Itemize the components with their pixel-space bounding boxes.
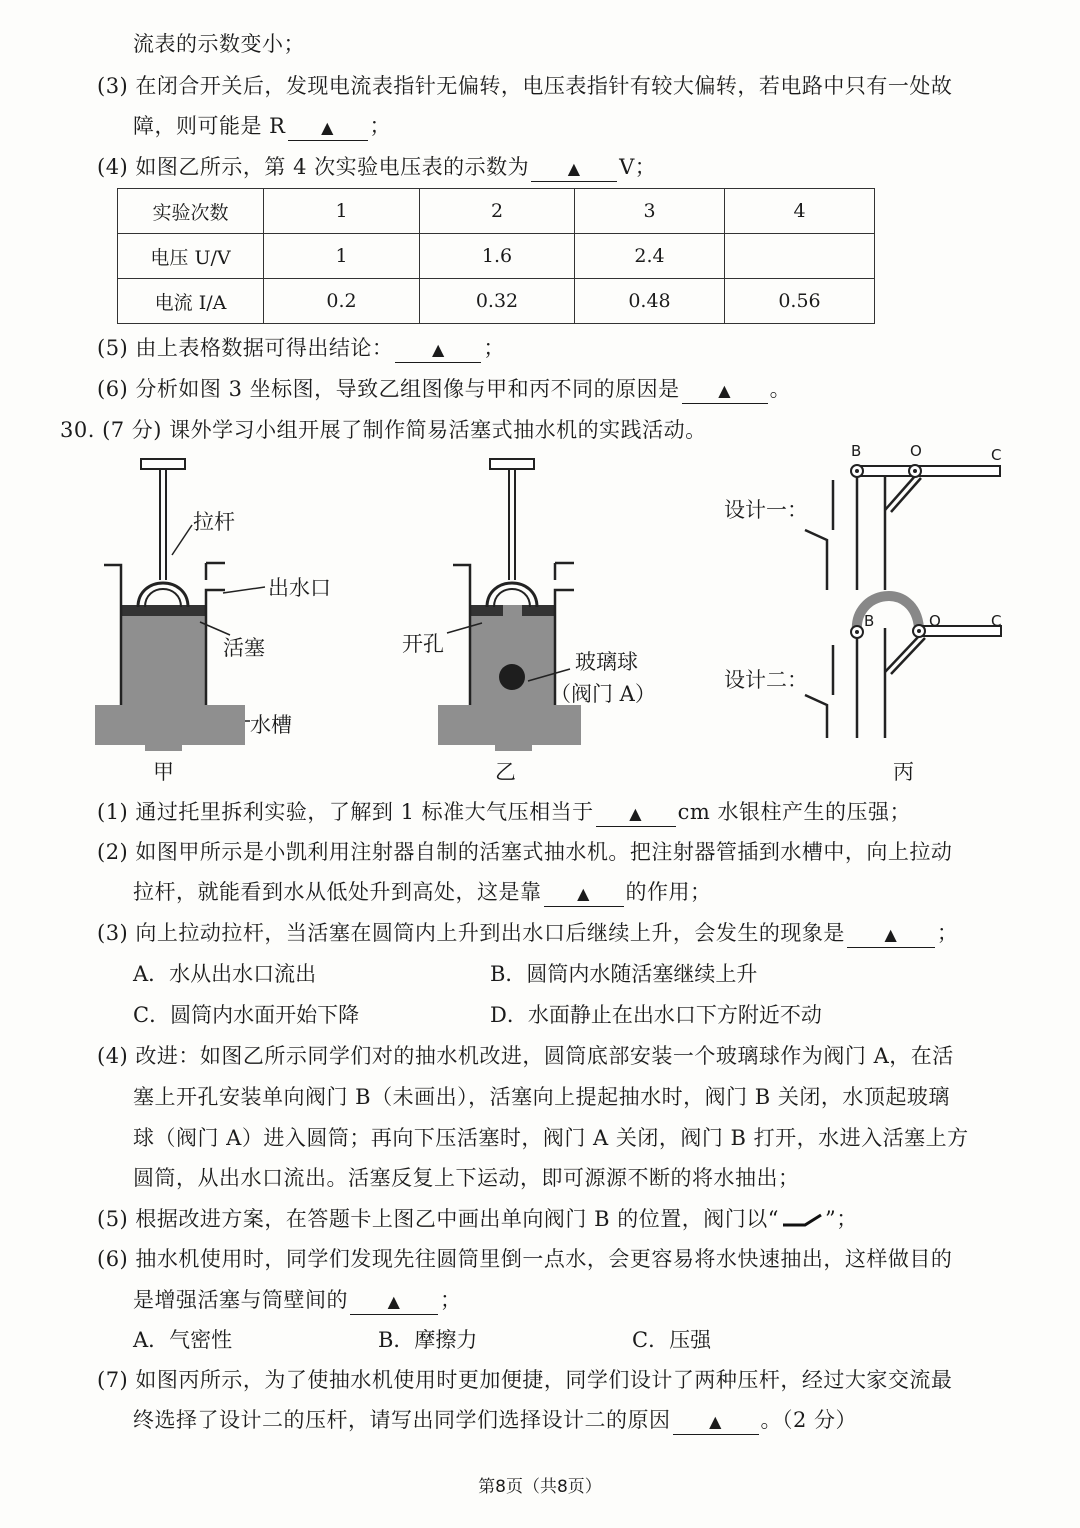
text: ；	[369, 114, 391, 138]
table-cell: 1	[264, 189, 420, 234]
label-kaikong: 开孔	[402, 632, 444, 656]
table-cell: 2	[420, 189, 575, 234]
question-3-cont	[133, 112, 391, 141]
option-3c[interactable]: C．圆筒内水面开始下降	[133, 1003, 360, 1027]
water-tank-jia	[95, 705, 245, 747]
label-b1: B	[851, 442, 862, 460]
label-o1: O	[910, 442, 922, 460]
blank-mark: ▲	[709, 1412, 722, 1431]
data-table	[117, 188, 875, 324]
text: (5) 由上表格数据可得出结论：	[97, 336, 394, 360]
table-cell: 电压 U/V	[118, 234, 264, 279]
blank-mark: ▲	[718, 381, 732, 400]
question-5	[97, 334, 505, 363]
table-cell: 4	[725, 189, 875, 234]
blank-mark: ▲	[629, 804, 643, 823]
table-cell: 1.6	[420, 234, 575, 279]
label-o2: O	[929, 612, 941, 630]
page-footer: 第8页（共8页）	[478, 1477, 602, 1497]
table-row	[118, 234, 875, 279]
text: (6) 分析如图 3 坐标图，导致乙组图像与甲和丙不同的原因是	[97, 377, 680, 401]
caption-yi: 乙	[495, 760, 516, 784]
part-4-cont: 球（阀门 A）进入圆筒；再向下压活塞时，阀门 A 关闭，阀门 B 打开，水进入活塞上方	[133, 1126, 969, 1150]
answer-blank[interactable]	[847, 921, 935, 948]
blank-mark: ▲	[432, 340, 445, 359]
part-5	[97, 1205, 858, 1233]
label-b2: B	[864, 612, 875, 630]
table-cell: 0.48	[575, 279, 725, 324]
text: (5) 根据改进方案，在答题卡上图乙中画出单向阀门 B 的位置，阀门以“	[97, 1207, 779, 1231]
table-cell: 实验次数	[118, 189, 264, 234]
answer-blank[interactable]	[682, 377, 768, 404]
label-shuicao: 水槽	[250, 713, 292, 737]
option-3a[interactable]: A．水从出水口流出	[133, 962, 317, 986]
answer-blank[interactable]	[544, 880, 624, 907]
part-6: (6) 抽水机使用时，同学们发现先往圆筒里倒一点水，会更容易将水快速抽出，这样做目的	[97, 1247, 953, 1271]
text: 拉杆，就能看到水从低处升到高处，这是靠	[133, 880, 542, 904]
answer-blank[interactable]	[288, 114, 368, 141]
part-7: (7) 如图丙所示，为了使抽水机使用时更加便捷，同学们设计了两种压杆，经过大家交流最	[97, 1368, 953, 1392]
caption-jia: 甲	[153, 760, 174, 784]
text: ；	[936, 921, 959, 945]
part-4: (4) 改进：如图乙所示同学们对的抽水机改进，圆筒底部安装一个玻璃球作为阀门 A，在活	[97, 1044, 954, 1068]
text: (4) 如图乙所示，第 4 次实验电压表的示数为	[97, 155, 530, 179]
part-7-cont	[133, 1406, 857, 1435]
table-cell: 3	[575, 189, 725, 234]
text: 。（2 分）	[760, 1408, 858, 1432]
text: (3) 向上拉动拉杆，当活塞在圆筒内上升到出水口后继续上升，会发生的现象是	[97, 921, 845, 945]
table-cell: 0.32	[420, 279, 575, 324]
answer-blank[interactable]	[531, 155, 617, 182]
text: 是增强活塞与筒壁间的	[133, 1288, 348, 1312]
blank-mark: ▲	[567, 159, 581, 178]
part-4-cont: 圆筒，从出水口流出。活塞反复上下运动，即可源源不断的将水抽出；	[133, 1166, 800, 1190]
question-6	[97, 375, 791, 404]
text: cm 水银柱产生的压强；	[677, 800, 911, 824]
option-6a[interactable]: A．气密性	[133, 1328, 233, 1352]
table-cell: 0.56	[725, 279, 875, 324]
question-3: (3) 在闭合开关后，发现电流表指针无偏转，电压表指针有较大偏转，若电路中只有一处故	[97, 74, 953, 98]
water-tank-yi	[438, 705, 583, 747]
text: V；	[619, 155, 657, 179]
part-6-cont	[133, 1286, 462, 1315]
label-design-1: 设计一：	[724, 498, 808, 522]
option-6c[interactable]: C．压强	[632, 1328, 712, 1352]
answer-blank[interactable]	[395, 336, 481, 363]
label-boliqiu: 玻璃球	[575, 650, 638, 674]
text: ；	[440, 1288, 462, 1312]
table-row	[118, 279, 875, 324]
label-c2: C	[991, 612, 1002, 630]
text: 终选择了设计二的压杆，请写出同学们选择设计二的原因	[133, 1408, 671, 1432]
text: ”；	[824, 1207, 858, 1231]
option-3d[interactable]: D．水面静止在出水口下方附近不动	[490, 1003, 822, 1027]
blank-mark: ▲	[321, 118, 334, 137]
label-c1: C	[991, 446, 1002, 464]
blank-mark: ▲	[884, 925, 898, 944]
label-huosai: 活塞	[223, 636, 265, 660]
part-3	[97, 919, 958, 948]
figure-bing	[795, 440, 1015, 740]
text: 的作用；	[625, 880, 712, 904]
part-2: (2) 如图甲所示是小凯利用注射器自制的活塞式抽水机。把注射器管插到水槽中，向上拉动	[97, 840, 953, 864]
table-header-row	[118, 189, 875, 234]
part-2-cont	[133, 878, 712, 907]
label-design-2: 设计二：	[724, 668, 808, 692]
question-30-heading: 30. (7 分) 课外学习小组开展了制作简易活塞式抽水机的实践活动。	[60, 418, 707, 442]
label-lagan: 拉杆	[193, 510, 235, 534]
label-chushuikou: 出水口	[268, 576, 331, 600]
table-cell: 1	[264, 234, 420, 279]
option-6b[interactable]: B．摩擦力	[378, 1328, 478, 1352]
blank-mark: ▲	[387, 1292, 401, 1311]
blank-mark: ▲	[577, 884, 590, 903]
answer-blank[interactable]	[350, 1288, 438, 1315]
table-cell: 2.4	[575, 234, 725, 279]
caption-bing: 丙	[893, 760, 914, 784]
table-cell: 电流 I/A	[118, 279, 264, 324]
table-cell	[725, 234, 875, 279]
valve-symbol-icon	[779, 1211, 825, 1231]
question-4	[97, 153, 656, 182]
answer-blank[interactable]	[673, 1408, 759, 1435]
text: (1) 通过托里拆利实验，了解到 1 标准大气压相当于	[97, 800, 594, 824]
table-cell: 0.2	[264, 279, 420, 324]
label-famen-a: （阀门 A）	[550, 682, 656, 706]
text-line: 流表的示数变小；	[133, 32, 305, 56]
answer-blank[interactable]	[596, 800, 676, 827]
part-4-cont: 塞上开孔安装单向阀门 B（未画出），活塞向上提起抽水时，阀门 B 关闭，水顶起玻璃	[133, 1085, 950, 1109]
text: ；	[483, 336, 505, 360]
text: 障，则可能是 R	[133, 114, 286, 138]
option-3b[interactable]: B．圆筒内水随活塞继续上升	[490, 962, 758, 986]
text: 。	[769, 377, 792, 401]
part-1	[97, 798, 911, 827]
